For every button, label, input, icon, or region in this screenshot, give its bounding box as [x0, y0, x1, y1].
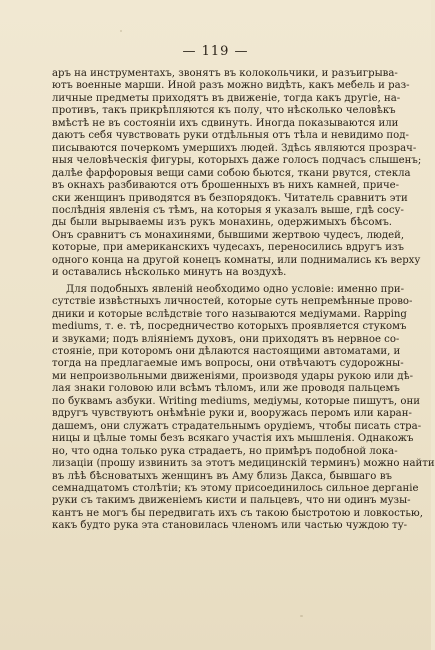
text-line: руки съ такимъ движенiемъ кисти и пальцевъ, что ни одинъ музы-	[52, 495, 411, 507]
text-line: противъ, такъ прикрѣпляются къ полу, что нѣсколько человѣкъ	[52, 105, 396, 117]
text-line: дники и которые вслѣдствiе того называются медiумами. Rapping	[52, 308, 407, 320]
text-line: вмѣстѣ не въ состоянiи ихъ сдвинуть. Иногда показываются или	[52, 117, 399, 129]
text-line: лая знаки головою или всѣмъ тѣломъ, или же проводя пальцемъ	[52, 383, 400, 395]
text-line: лизацiи (прошу извинить за этотъ медицинскiй терминъ) можно найти	[52, 458, 435, 470]
text-line: стоянiе, при которомъ они дѣлаются настоящими автоматами, и	[52, 345, 401, 357]
text-line: даютъ себя чувствовать руки отдѣльныя отъ тѣла и невидимо под-	[52, 130, 409, 142]
text-line: ды были вырываемы изъ рукъ монахинь, одержимыхъ бѣсомъ.	[52, 217, 392, 229]
text-line: дашемъ, они служатъ страдательнымъ орудiемъ, чтобы писать стра-	[52, 420, 422, 432]
text-line: mediums, т. е. тѣ, посредничество которыхъ проявляется стукомъ	[52, 321, 407, 333]
text-line: послѣднiя явленiя съ тѣмъ, на которыя я указалъ выше, гдѣ сосу-	[52, 204, 404, 216]
text-line: ми непроизвольными движенiями, производя удары рукою или дѣ-	[52, 370, 414, 382]
text-line: тогда на предлагаемые имъ вопросы, они отвѣчаютъ судорожны-	[52, 358, 404, 370]
text-line: въ лѣѣ бѣсноватыхъ женщинъ въ Аму близь Дакса, бывшаго въ	[52, 470, 392, 482]
page-number: — 119 —	[182, 44, 249, 59]
text-line: ютъ военные марши. Иной разъ можно видѣть, какъ мебель и раз-	[52, 80, 410, 92]
paper-speck	[120, 30, 122, 32]
text-line: далѣе фарфоровыя вещи сами собою бьются, ткани рвутся, стекла	[52, 167, 411, 179]
text-line: Для подобныхъ явленiй необходимо одно условiе: именно при-	[66, 283, 405, 295]
text-line: вдругъ чувствуютъ онѣмѣнiе руки и, вооружась перомъ или каран-	[52, 408, 412, 420]
text-line: но, что одна только рука страдаетъ, но примѣръ подобной лока-	[52, 445, 398, 457]
text-line: ски женщинъ приводятся въ безпорядокъ. Читатель сравнитъ эти	[52, 192, 408, 204]
text-line: какъ будто рука эта становилась членомъ или частью чуждою ту-	[52, 520, 408, 532]
text-line: въ окнахъ разбиваются отъ брошенныхъ въ нихъ камней, приче-	[52, 180, 400, 192]
text-line: сутствiе извѣстныхъ личностей, которые суть непремѣнные прово-	[52, 296, 413, 308]
paragraph	[52, 68, 422, 280]
text-line: и оставались нѣсколько минутъ на воздухѣ.	[52, 267, 287, 279]
text-line: аръ на инструментахъ, звонятъ въ колокольчики, и разъигрывa-	[52, 68, 398, 79]
text-line: личные предметы приходятъ въ движенiе, тогда какъ другiе, на-	[52, 92, 401, 104]
text-line: одного конца на другой конецъ комнаты, или поднимались къ верху	[52, 254, 421, 266]
text-line: ныя человѣческiя фигуры, которыхъ даже голосъ подчасъ слышенъ;	[52, 155, 422, 167]
paper-speck	[300, 615, 303, 617]
text-line: и звуками; подъ влiянiемъ духовъ, они приходятъ въ нервное со-	[52, 333, 400, 345]
text-line: Онъ сравнитъ съ монахинями, бывшими жертвою чудесъ, людей,	[52, 229, 405, 241]
text-line: по буквамъ азбуки. Writing mediums, медiумы, которые пишутъ, они	[52, 395, 420, 407]
text-line: которые, при американскихъ чудесахъ, переносились вдругъ изъ	[52, 242, 404, 254]
text-line: ницы и цѣлые томы безъ всякаго участiя ихъ мышленiя. Однакожъ	[52, 433, 414, 445]
text-line: кантъ не могъ бы передвигать ихъ съ такою быстротою и ловкостью,	[52, 507, 423, 519]
paragraph	[52, 283, 435, 533]
text-line: семнадцатомъ столѣтiи; къ этому присоединилось сильное дерганiе	[52, 482, 419, 494]
body-text	[52, 68, 435, 533]
text-line: писываются почеркомъ умершихъ людей. Здѣсь являются прозрач-	[52, 142, 417, 154]
